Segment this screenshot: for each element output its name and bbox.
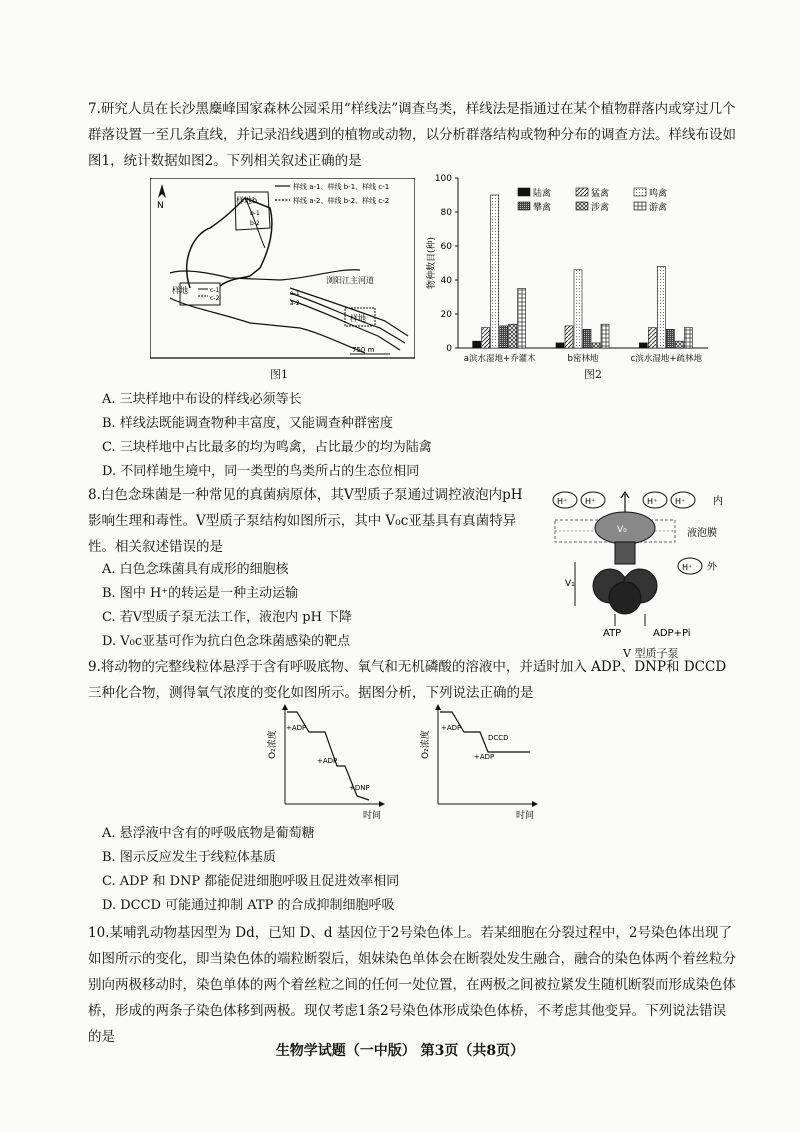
chart-category-label: a滨水湿地+乔灌木 bbox=[463, 354, 536, 364]
h-label-2: H⁺ bbox=[585, 497, 596, 506]
h-label-3: H⁺ bbox=[647, 497, 658, 506]
bar-1-4 bbox=[592, 343, 600, 348]
bar-1-2 bbox=[574, 270, 582, 348]
site-b-label: 样地b bbox=[236, 196, 258, 205]
river-label: 浏阳江主河道 bbox=[326, 276, 374, 285]
legend-swatch bbox=[518, 188, 530, 196]
bar-0-4 bbox=[509, 324, 517, 348]
legend-swatch bbox=[634, 188, 646, 196]
q7-figure-1-map bbox=[150, 178, 415, 368]
h-label-4: H⁺ bbox=[675, 497, 686, 506]
y-axis-arrow-icon-2 bbox=[435, 704, 441, 710]
bar-0-1 bbox=[482, 328, 490, 348]
figure-2-caption: 图2 bbox=[584, 368, 602, 381]
page-footer: 生物学试题（一中版） 第3页（共8页） bbox=[275, 1043, 525, 1059]
v-pump-caption: V 型质子泵 bbox=[623, 647, 679, 660]
h-label-5: H⁺ bbox=[682, 563, 693, 572]
line-c1-label: c-1 bbox=[210, 287, 220, 294]
graph2-label-adp-2: +ADP bbox=[474, 753, 495, 761]
scale-label: 750 m bbox=[352, 346, 375, 354]
legend-label: 游禽 bbox=[649, 203, 668, 213]
graph2-curve bbox=[440, 712, 530, 752]
graph1-label-adp-2: +ADP bbox=[317, 757, 338, 765]
chart-y-tick-label: 40 bbox=[440, 276, 452, 286]
q8-stem-line-1: 8.白色念珠菌是一种常见的真菌病原体，其V型质子泵通过调控液泡内pH bbox=[88, 487, 523, 503]
bar-2-0 bbox=[639, 343, 647, 348]
adp-label: ADP+Pi bbox=[653, 628, 691, 639]
q9-option-c[interactable]: C. ADP 和 DNP 都能促进细胞呼吸且促进效率相同 bbox=[102, 874, 400, 889]
v1-label: V₁ bbox=[565, 579, 575, 589]
graph1-label-dnp: +DNP bbox=[349, 784, 370, 792]
q8-stem bbox=[88, 482, 548, 560]
graph1-xlabel: 时间 bbox=[363, 811, 382, 820]
inside-label: 内 bbox=[713, 496, 723, 507]
site-a-label: 样地 bbox=[350, 314, 366, 323]
q8-stem-line-2: 影响生理和毒性。V型质子泵结构如图所示，其中 V₀c亚基具有真菌特异 bbox=[88, 513, 517, 529]
north-arrow-icon bbox=[158, 184, 166, 198]
legend-label: 陆禽 bbox=[533, 189, 552, 199]
bar-2-2 bbox=[657, 266, 665, 348]
graph1-ylabel: O₂浓度 bbox=[268, 730, 278, 759]
q8-option-d[interactable]: D. V₀c亚基可作为抗白色念珠菌感染的靶点 bbox=[102, 634, 351, 649]
line-a1-label: a-1 bbox=[290, 290, 300, 297]
bar-0-2 bbox=[491, 195, 499, 348]
membrane-label: 液泡膜 bbox=[687, 528, 717, 539]
bar-2-3 bbox=[666, 329, 674, 348]
bar-1-1 bbox=[565, 326, 573, 348]
chart-y-tick-label: 20 bbox=[440, 310, 452, 320]
chart-y-tick-label: 0 bbox=[446, 344, 452, 354]
legend-swatch bbox=[634, 202, 646, 210]
legend-2: 样线 a-2、样线 b-2、样线 c-2 bbox=[293, 197, 390, 205]
q8-stem-line-3: 性。相关叙述错误的是 bbox=[88, 539, 223, 555]
graph2-ylabel: O₂浓度 bbox=[421, 730, 431, 759]
x-axis-arrow-icon bbox=[379, 801, 385, 807]
graph1-label-adp-1: +ADP bbox=[286, 724, 307, 732]
legend-label: 猛禽 bbox=[591, 189, 610, 199]
line-a2-label: a-2 bbox=[290, 300, 300, 307]
q7-option-c[interactable]: C. 三块样地中占比最多的均为鸣禽，占比最少的均为陆禽 bbox=[102, 440, 432, 455]
bar-1-5 bbox=[601, 324, 609, 348]
bar-2-4 bbox=[675, 341, 683, 348]
q9-graph-2 bbox=[418, 704, 548, 820]
q7-option-a[interactable]: A. 三块样地中布设的样线必须等长 bbox=[102, 392, 302, 407]
v0-label: V₀ bbox=[617, 525, 627, 535]
legend-swatch bbox=[576, 188, 588, 196]
chart-y-tick-label: 80 bbox=[440, 208, 452, 218]
bar-0-0 bbox=[473, 341, 481, 348]
bar-0-3 bbox=[500, 326, 508, 348]
q9-graph-1 bbox=[265, 704, 395, 820]
bar-0-5 bbox=[518, 289, 526, 349]
bar-1-0 bbox=[556, 343, 564, 348]
q7-stem: 7.研究人员在长沙黑麋峰国家森林公园采用“样线法”调查鸟类，样线法是指通过在某个植物群落内或穿过几个群落设置一至几条直线，并记录沿线遇到的植物或动物，以分析群落结构或物种分布的调查方法。样线布设如图1，统计数据如图2。下列相关叙述正确的是 bbox=[88, 101, 736, 169]
north-label: N bbox=[157, 201, 164, 211]
chart-y-tick-label: 100 bbox=[434, 174, 452, 184]
outside-label: 外 bbox=[707, 562, 717, 573]
q10-stem: 10.某哺乳动物基因型为 Dd，已知 D、d 基因位于2号染色体上。若某细胞在分裂过程中，2号染色体出现了如图所示的变化，即当染色体的端粒断裂后，姐妹染色单体会在断裂处发生融合，融合的染色体两个着丝粒分别向两极移动时，染色单体的两个着丝粒之间的任何一处位置，在两极之间被拉紧发生随机断裂而形成染色体桥，形成的两条子染色体移到两极。现仅考虑1条2号染色体形成染色体桥，不考虑其他变异。下列说法错误的是 bbox=[88, 925, 736, 1045]
legend-label: 涉禽 bbox=[591, 203, 610, 213]
line-c2-label: c-2 bbox=[210, 295, 220, 302]
q8-option-a[interactable]: A. 白色念珠菌具有成形的细胞核 bbox=[102, 562, 289, 577]
x-axis-arrow-icon-2 bbox=[532, 801, 538, 807]
figure-1-caption: 图1 bbox=[270, 368, 288, 381]
q9-option-b[interactable]: B. 图示反应发生于线粒体基质 bbox=[102, 850, 276, 865]
legend-1: 样线 a-1、样线 b-1、样线 c-1 bbox=[293, 183, 390, 191]
y-axis-arrow-icon bbox=[282, 704, 288, 710]
q9-option-a[interactable]: A. 悬浮液中含有的呼吸底物是葡萄糖 bbox=[102, 826, 315, 841]
bar-2-1 bbox=[648, 328, 656, 348]
line-b1-label: b-1 bbox=[250, 210, 260, 217]
chart-ylabel: 物种数目(种) bbox=[427, 236, 437, 290]
line-b2-label: b-2 bbox=[250, 220, 260, 227]
q7-option-d[interactable]: D. 不同样地生境中，同一类型的鸟类所占的生态位相同 bbox=[102, 464, 420, 479]
q7-option-b[interactable]: B. 样线法既能调查物种丰富度，又能调查种群密度 bbox=[102, 416, 393, 431]
chart-category-label: b密林地 bbox=[567, 354, 599, 364]
q8-v-pump-figure bbox=[545, 486, 745, 646]
atp-label: ATP bbox=[603, 628, 622, 639]
legend-swatch bbox=[576, 202, 588, 210]
h-label-1: H⁺ bbox=[557, 497, 568, 506]
legend-label: 攀禽 bbox=[533, 203, 552, 213]
q7-figure-2-chart bbox=[420, 168, 720, 383]
bar-1-3 bbox=[583, 329, 591, 348]
q8-option-c[interactable]: C. 若V型质子泵无法工作，液泡内 pH 下降 bbox=[102, 610, 353, 625]
bar-2-5 bbox=[684, 328, 692, 348]
graph2-label-adp-1: +ADP bbox=[441, 724, 462, 732]
chart-y-tick-label: 60 bbox=[440, 242, 452, 252]
q8-option-b[interactable]: B. 图中 H⁺的转运是一种主动运输 bbox=[102, 586, 299, 601]
q9-stem: 9.将动物的完整线粒体悬浮于含有呼吸底物、氧气和无机磷酸的溶液中，并适时加入 ADP、DNP和 DCCD 三种化合物，测得氧气浓度的变化如图所示。据图分析，下列说法正确的是 bbox=[88, 659, 727, 701]
q9-option-d[interactable]: D. DCCD 可能通过抑制 ATP 的合成抑制细胞呼吸 bbox=[102, 898, 395, 913]
graph2-label-dccd: DCCD bbox=[488, 734, 509, 742]
legend-swatch bbox=[518, 202, 530, 210]
chart-category-label: c滨水湿地+疏林地 bbox=[630, 354, 702, 364]
legend-label: 鸣禽 bbox=[649, 189, 668, 199]
site-c-label: 样地 bbox=[172, 286, 188, 295]
graph2-xlabel: 时间 bbox=[516, 811, 535, 820]
